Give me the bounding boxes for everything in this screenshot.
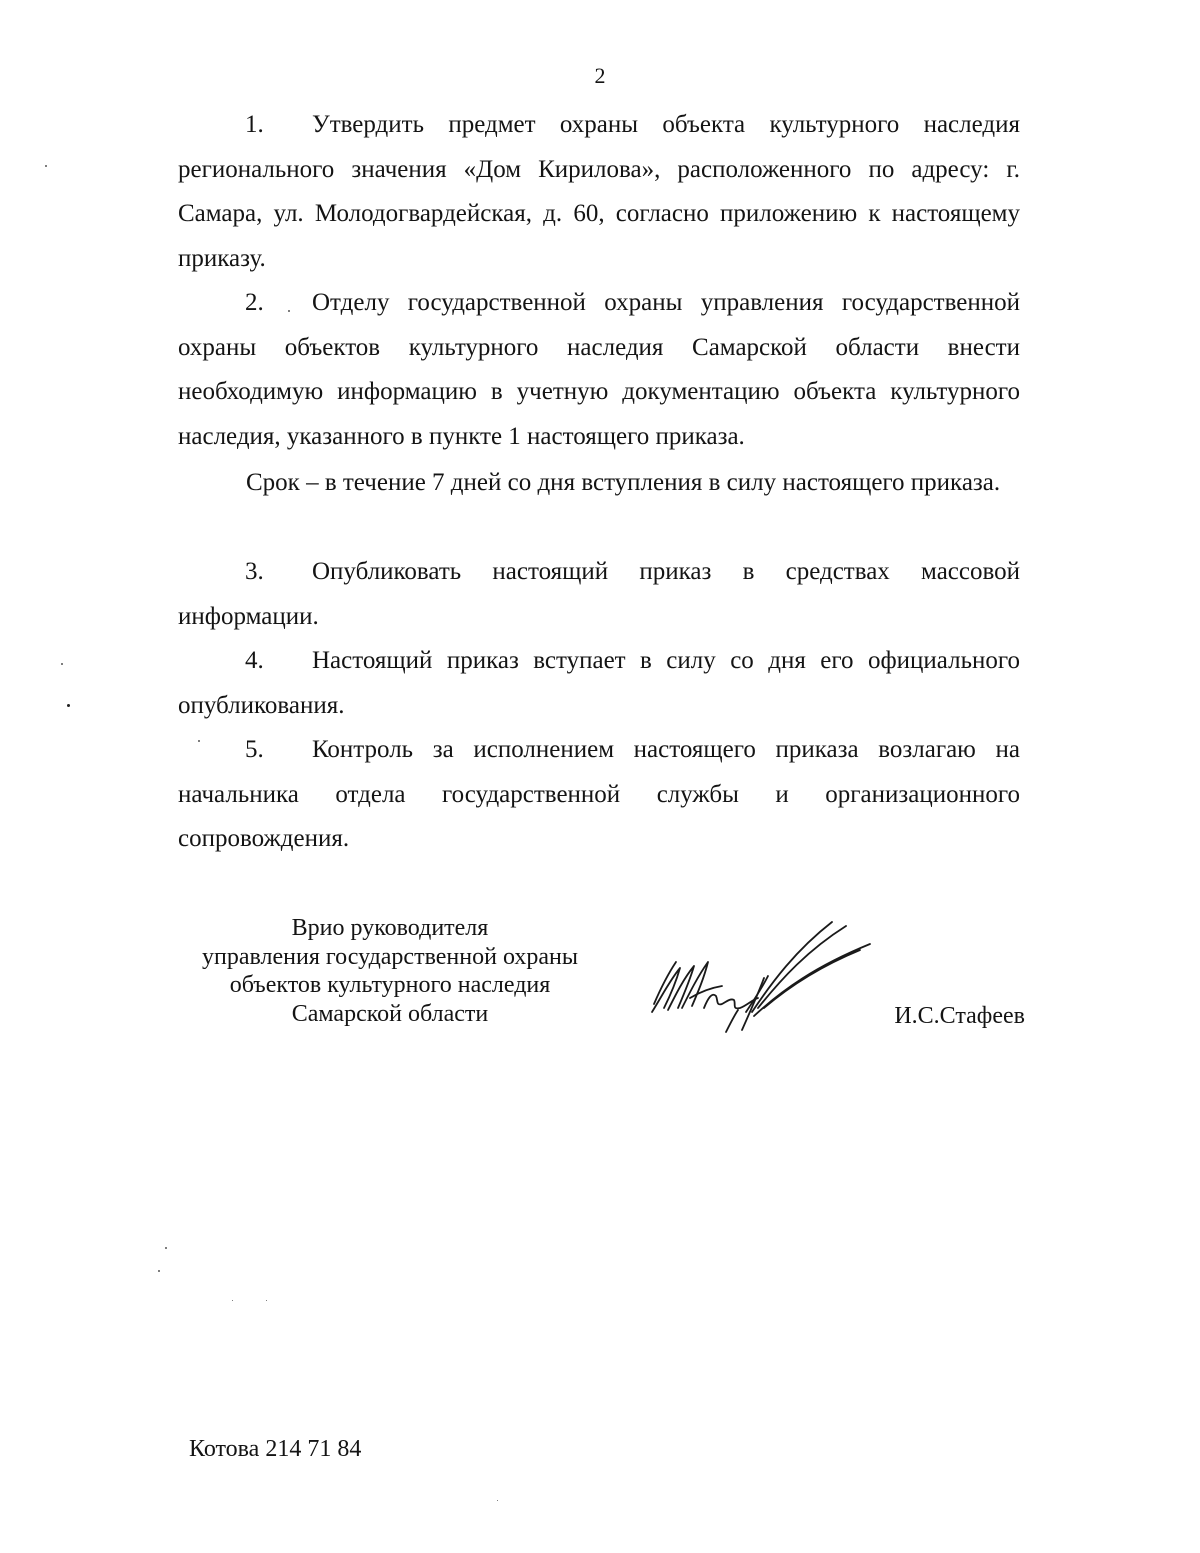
scan-speck bbox=[266, 1300, 267, 1301]
scan-speck bbox=[61, 663, 63, 665]
scan-speck bbox=[288, 310, 290, 312]
executor-contact: Котова 214 71 84 bbox=[189, 1436, 362, 1462]
paragraph-3 bbox=[178, 550, 1020, 639]
paragraph-2-number: 2. bbox=[245, 289, 264, 316]
signer-position-line-1: Врио руководителя bbox=[291, 915, 489, 941]
handwritten-signature bbox=[646, 912, 878, 1042]
scan-speck bbox=[497, 1500, 498, 1501]
paragraph-5-number: 5. bbox=[245, 736, 264, 763]
paragraph-4 bbox=[178, 639, 1020, 728]
scan-speck bbox=[67, 704, 70, 707]
term-note: Срок – в течение 7 дней со дня вступления в силу настоящего приказа. bbox=[246, 469, 1001, 496]
paragraph-1 bbox=[178, 103, 1020, 281]
paragraph-2-text: Отделу государственной охраны управления государственной охраны объектов культурного наследия Самарской области внести необходимую информацию в учетную документацию объекта культурного наследия, указанного в пункте 1 настоящего приказа. bbox=[178, 289, 1020, 450]
signer-position-line-2: управления государственной охраны bbox=[202, 943, 578, 970]
signer-position-line-3: объектов культурного наследия bbox=[229, 972, 551, 998]
scan-speck bbox=[158, 1270, 160, 1272]
paragraph-4-number: 4. bbox=[245, 647, 264, 674]
paragraph-5 bbox=[178, 728, 1020, 862]
page-number: 2 bbox=[594, 63, 606, 88]
signer-position bbox=[178, 914, 602, 1028]
paragraph-3-number: 3. bbox=[245, 558, 264, 585]
scan-speck bbox=[232, 1300, 233, 1301]
scan-speck bbox=[165, 1247, 167, 1249]
paragraph-4-text: Настоящий приказ вступает в силу со дня его официального опубликования. bbox=[178, 647, 1020, 719]
paragraph-1-number: 1. bbox=[245, 111, 264, 138]
paragraph-3-text: Опубликовать настоящий приказ в средствах массовой информации. bbox=[178, 558, 1020, 630]
paragraph-5-text: Контроль за исполнением настоящего приказа возлагаю на начальника отдела государственной службы и организационного сопровождения. bbox=[178, 736, 1020, 852]
paragraph-2 bbox=[178, 281, 1020, 459]
paragraph-1-text: Утвердить предмет охраны объекта культурного наследия регионального значения «Дом Кирилова», расположенного по адресу: г. Самара, ул. Молодогвардейская, д. 60, согласно приложению к настоящему приказу. bbox=[178, 111, 1020, 272]
scan-speck bbox=[198, 740, 200, 742]
signer-name: И.С.Стафеев bbox=[894, 1003, 1025, 1029]
scan-speck bbox=[45, 165, 47, 167]
signer-position-line-4: Самарской области bbox=[291, 1000, 489, 1027]
